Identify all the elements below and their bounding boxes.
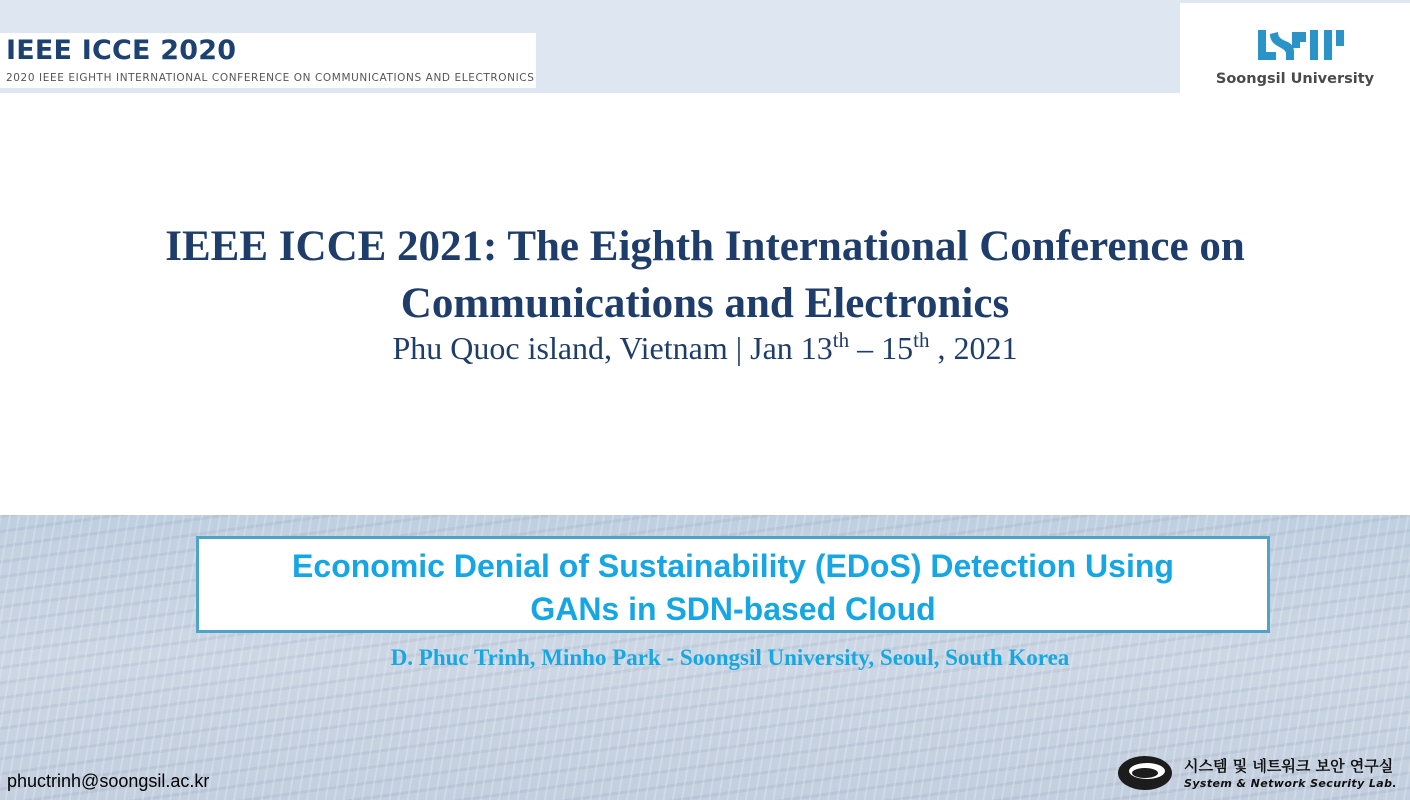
paper-title-box xyxy=(196,536,1270,633)
conference-logo-name: IEEE ICCE 2020 xyxy=(6,35,237,66)
paper-title-line-2: GANs in SDN-based Cloud xyxy=(530,591,936,627)
lab-name-english: System & Network Security Lab. xyxy=(1184,777,1397,790)
conference-title-line-1: IEEE ICCE 2021: The Eighth International Conference on xyxy=(165,223,1245,270)
end-date-suffix: th xyxy=(913,328,930,352)
university-logo xyxy=(1180,3,1410,93)
conference-logo-subtitle: 2020 IEEE EIGHTH INTERNATIONAL CONFERENCE ON COMMUNICATIONS AND ELECTRONICS xyxy=(6,72,535,84)
conference-title-line-2: Communications and Electronics xyxy=(400,280,1010,327)
paper-title xyxy=(199,545,1267,631)
lab-emblem-icon xyxy=(1116,752,1176,794)
ssu-emblem-icon xyxy=(1256,28,1348,68)
paper-title-line-1: Economic Denial of Sustainability (EDoS) Detection Using xyxy=(292,548,1174,584)
start-date-suffix: th xyxy=(832,328,850,352)
lab-logo xyxy=(1116,752,1406,796)
university-name: Soongsil University xyxy=(1215,71,1375,87)
year-text: , 2021 xyxy=(929,330,1018,366)
authors: D. Phuc Trinh, Minho Park - Soongsil University, Seoul, South Korea xyxy=(390,645,1070,670)
location-text: Phu Quoc island, Vietnam | Jan 13 xyxy=(392,330,833,366)
conference-title xyxy=(0,218,1410,332)
lab-name-korean: 시스템 및 네트워크 보안 연구실 xyxy=(1184,757,1394,775)
contact-email: phuctrinh@soongsil.ac.kr xyxy=(7,771,210,791)
date-separator: – 15 xyxy=(849,330,914,366)
conference-location-date xyxy=(0,330,1410,367)
conference-logo xyxy=(0,33,536,88)
